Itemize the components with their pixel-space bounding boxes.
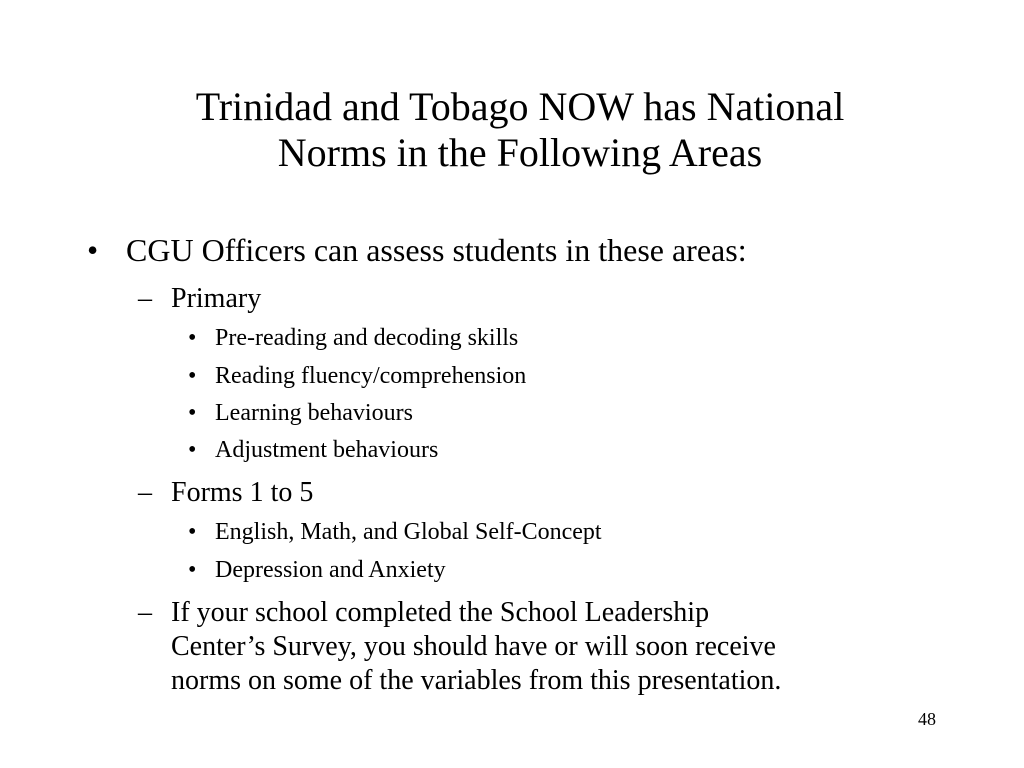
bullet-marker: • [188,519,197,545]
bullet-survey-line-1: If your school completed the School Leadership [171,597,710,628]
bullet-forms-text: Forms 1 to 5 [171,477,314,508]
list-item-text: Reading fluency/comprehension [215,363,527,389]
list-item-text: Learning behaviours [215,400,413,426]
slide-title-line-1: Trinidad and Tobago NOW has National [195,84,845,129]
bullet-main-text: CGU Officers can assess students in these areas: [126,232,747,268]
slide-title-line-2: Norms in the Following Areas [277,130,763,175]
slide-title [60,84,980,176]
bullet-survey-text [171,596,781,698]
bullet-marker: • [188,400,197,426]
bullet-marker: • [87,232,99,268]
dash-marker: – [138,597,152,628]
list-item-text: Pre-reading and decoding skills [215,325,519,351]
bullet-marker: • [188,557,197,583]
bullet-survey-line-2: Center’s Survey, you should have or will soon receive [171,631,776,662]
bullet-marker: • [188,325,197,351]
bullet-primary-text: Primary [171,283,262,314]
dash-marker: – [138,477,152,508]
list-item-text: English, Math, and Global Self-Concept [215,519,602,545]
page-number: 48 [918,709,936,729]
bullet-marker: • [188,363,197,389]
list-item-text: Depression and Anxiety [215,557,446,583]
dash-marker: – [138,283,152,314]
bullet-marker: • [188,437,197,463]
list-item-text: Adjustment behaviours [215,437,439,463]
bullet-survey-line-3: norms on some of the variables from this presentation. [171,665,782,696]
